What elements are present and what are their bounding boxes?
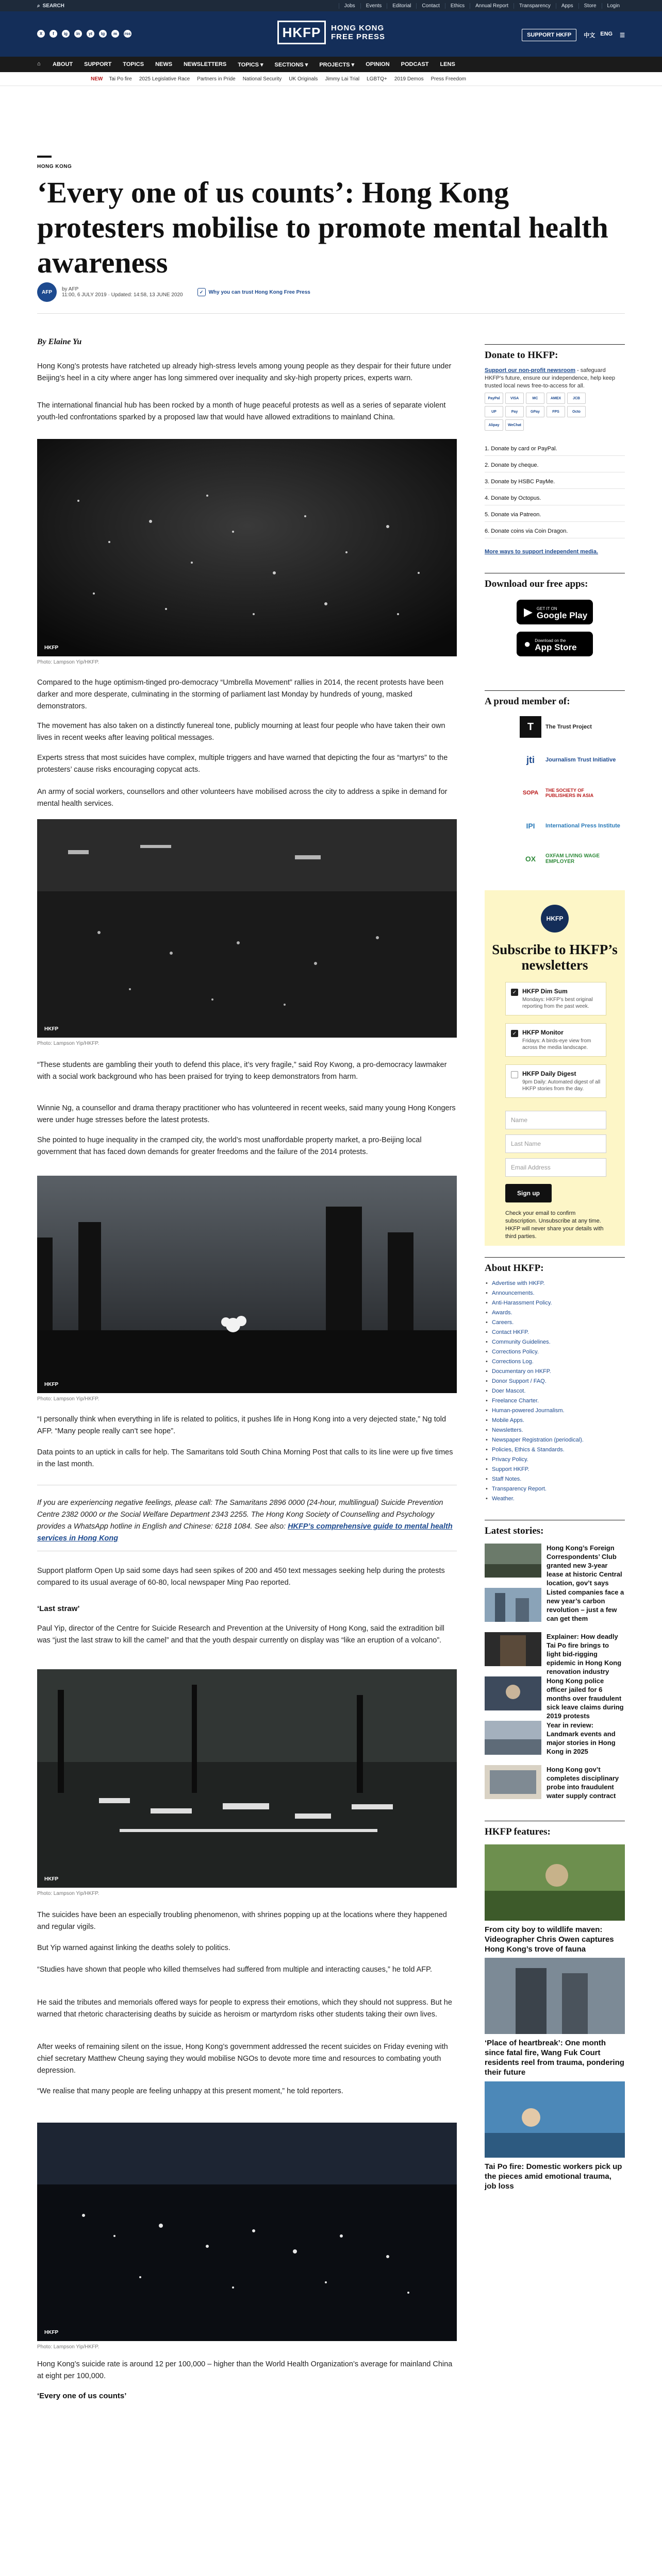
article-paragraph [37, 2041, 457, 2077]
article-subhead: ‘Last straw’ [37, 1604, 80, 1613]
oxfam-logo: OX [525, 855, 536, 863]
donate-intro-text: - safeguard HKFP’s future, ensure our independence, help keep trusted local news free-to-access for all. [485, 367, 615, 389]
about-links [485, 1279, 625, 1504]
payment-card[interactable]: JCB [567, 393, 586, 404]
paragraph-text: Paul Yip, director of the Centre for Suicide Research and Prevention at the University of Hong Kong, said the extradition bill was “just the last straw to kill the camel” and that the youth despair currently on display was “like an eruption of a volcano”. [37, 1624, 444, 1645]
more-ways-link[interactable]: More ways to support independent media. [485, 549, 599, 555]
app-store-big: App Store [535, 642, 577, 652]
about-link[interactable]: • Newspaper Registration (periodical). [485, 1435, 625, 1445]
new-label: NEW [91, 76, 103, 82]
about-link[interactable]: • Staff Notes. [485, 1475, 625, 1484]
header-divider [37, 313, 625, 314]
utility-link[interactable]: Login [602, 3, 625, 9]
feature-image [485, 1844, 625, 1921]
about-link[interactable]: • Mobile Apps. [485, 1416, 625, 1426]
member-trust-project[interactable] [520, 716, 592, 738]
donate-option[interactable]: 1. Donate by card or PayPal. [485, 442, 625, 456]
payment-card[interactable]: Pay [505, 406, 524, 417]
features-section [485, 1821, 625, 1838]
search-icon: ⌕ [37, 3, 40, 9]
latest-heading: Latest stories: [485, 1520, 625, 1537]
donate-option[interactable]: 5. Donate via Patreon. [485, 508, 625, 522]
about-link[interactable]: • Corrections Log. [485, 1357, 625, 1367]
payment-card[interactable]: Octo [567, 406, 586, 417]
about-link[interactable]: • Weather. [485, 1494, 625, 1504]
byline-meta [62, 286, 183, 298]
members-section [485, 690, 625, 707]
utility-link[interactable]: Annual Report [470, 3, 514, 9]
member-sopa[interactable] [520, 782, 613, 804]
member-name: OXFAM LIVING WAGE EMPLOYER [545, 853, 600, 865]
article-paragraph [37, 1964, 457, 1976]
newsletter-option-monitor[interactable] [505, 1023, 606, 1057]
article-paragraph [37, 1942, 457, 1954]
google-play-text [537, 605, 587, 619]
latest-story[interactable] [485, 1588, 625, 1623]
donate-heading: Donate to HKFP: [485, 344, 625, 361]
more-ways-wrap [485, 548, 625, 556]
article-paragraph [37, 1909, 457, 1933]
article-paragraph [37, 2086, 457, 2097]
newsletter-option-digest[interactable] [505, 1064, 606, 1098]
payment-card[interactable]: Alipay [485, 419, 503, 431]
utility-link[interactable]: Apps [556, 3, 578, 9]
story-title: Hong Kong’s Foreign Correspondents’ Club granted new 3-year lease at historic Central location, gov’t says [547, 1544, 622, 1587]
paragraph-text: She pointed to huge inequality in the cramped city, the world’s most unaffordable property market, a pro-Beijing local government that has faced down demands for greater freedoms and the failure of the 2014 protests. [37, 1136, 422, 1156]
trust-label: Why you can trust Hong Kong Free Press [208, 289, 310, 295]
payment-card[interactable]: PayPal [485, 393, 503, 404]
story-title: Listed companies face a new year’s carbon revolution – just a few can get them [547, 1588, 624, 1622]
youtube-icon[interactable]: yt [87, 30, 94, 38]
name-input[interactable]: Name [505, 1111, 606, 1129]
checkbox-unchecked-icon[interactable] [511, 1071, 518, 1078]
latest-story[interactable] [485, 1765, 625, 1800]
features-heading: HKFP features: [485, 1821, 625, 1838]
about-link[interactable]: • Advertise with HKFP. [485, 1279, 625, 1289]
story-thumbnail [485, 1765, 541, 1799]
newsletter-note: Check your email to confirm subscription. Unsubscribe at any time. HKFP will never share your details with third parties. [505, 1210, 604, 1240]
nav-item[interactable]: NEWSLETTERS [184, 61, 227, 67]
apple-icon: ● [524, 637, 531, 650]
trending-bar [0, 72, 662, 86]
about-link[interactable]: • Community Guidelines. [485, 1337, 625, 1347]
feature-story[interactable] [485, 1844, 625, 1954]
trending-link[interactable]: LGBTQ+ [367, 76, 387, 82]
top-utility-bar [0, 0, 662, 11]
helpline-text [37, 1497, 457, 1545]
about-link[interactable]: • Corrections Policy. [485, 1347, 625, 1357]
google-play-small: GET IT ON [536, 606, 557, 611]
donate-title [485, 344, 625, 361]
photo-watermark: HKFP [44, 1876, 59, 1882]
support-hkfp-button[interactable]: SUPPORT HKFP [522, 29, 576, 41]
photo-watermark: HKFP [44, 645, 59, 651]
about-link[interactable]: • Awards. [485, 1308, 625, 1318]
utility-link[interactable]: Jobs [339, 3, 360, 9]
paragraph-text: He said the tributes and memorials offered ways for people to express their emotions, which they should not suppress. But he warned that rhetoric characterising deaths by suicide as heroism or martyrdom risks other students taking their own lives. [37, 1998, 452, 2019]
article-photo[interactable] [37, 1669, 457, 1888]
article-paragraph [37, 677, 457, 713]
option-name: HKFP Dim Sum [522, 988, 568, 995]
byline-dates: 11:00, 6 JULY 2019 · Updated: 14:58, 13 JUNE 2020 [62, 292, 183, 298]
article-paragraph [37, 1997, 457, 2021]
linkedin-icon[interactable]: in [74, 30, 82, 38]
story-title: Hong Kong gov’t completes disciplinary probe into fraudulent water supply contract [547, 1766, 619, 1800]
article-author: By Elaine Yu [37, 337, 82, 346]
checkbox-checked-icon[interactable]: ✓ [511, 989, 518, 996]
helpline-box [37, 1497, 457, 1545]
newsletter-badge: HKFP [541, 905, 569, 933]
paragraph-text: Data points to an uptick in calls for help. The Samaritans told South China Morning Post that calls to its line were up five times in the last month. [37, 1448, 453, 1468]
article-paragraph [37, 1059, 457, 1083]
utility-link[interactable]: Transparency [514, 3, 556, 9]
feature-title: From city boy to wildlife maven: Videographer Chris Owen captures Hong Kong’s trove of fauna [485, 1925, 614, 1954]
story-thumbnail [485, 1632, 541, 1666]
trending-link[interactable]: UK Originals [289, 76, 318, 82]
about-link[interactable]: • Freelance Charter. [485, 1396, 625, 1406]
home-icon[interactable]: ⌂ [37, 61, 41, 67]
byline [37, 282, 310, 302]
paragraph-text: “These students are gambling their youth to defend this place, it’s very fragile,” said Roy Kwong, a pro-democracy lawmaker with a social work background who has been praised for trying to keep demonstrators from harm. [37, 1061, 447, 1081]
paragraph-text: After weeks of remaining silent on the issue, Hong Kong’s government addressed the recent suicides on Friday evening with chief secretary Matthew Cheung saying they would mobilise NGOs to devote more time and resources to combating youth depression. [37, 2043, 448, 2075]
google-play-button[interactable] [517, 600, 593, 624]
option-name: HKFP Daily Digest [522, 1070, 576, 1077]
photo-caption: Photo: Lampson Yip/HKFP. [37, 659, 100, 665]
payment-card[interactable]: AMEX [547, 393, 565, 404]
article-paragraph [37, 361, 457, 384]
paragraph-text: “We realise that many people are feeling unhappy at this present moment,” he told reporters. [37, 2087, 343, 2095]
article-paragraph [37, 1103, 457, 1126]
apps-heading: Download our free apps: [485, 573, 625, 590]
utility-link[interactable]: Ethics [445, 3, 470, 9]
about-section [485, 1257, 625, 1274]
paragraph-text: “Studies have shown that people who killed themselves had suffered from multiple and interacting causes,” he told AFP. [37, 1965, 432, 1974]
article-paragraph [37, 2359, 457, 2382]
logo-mark: HKFP [277, 21, 326, 44]
member-ipi[interactable] [520, 815, 620, 837]
trust-link[interactable] [197, 288, 310, 296]
paragraph-text: Compared to the huge optimism-tinged pro-democracy “Umbrella Movement” rallies in 2014, the recent protests have been darker and more desperate, culminating in the storming of parliament last Monday by hundreds of young, masked demonstrators. [37, 679, 444, 710]
about-link[interactable]: • Newsletters. [485, 1426, 625, 1435]
menu-icon[interactable]: ☰ [620, 32, 625, 39]
article-paragraph [37, 1447, 457, 1470]
header-actions [522, 29, 625, 41]
article-photo[interactable] [37, 1176, 457, 1393]
latest-story[interactable] [485, 1544, 625, 1587]
nav-item[interactable]: ABOUT [53, 61, 73, 67]
byline-author[interactable]: by AFP [62, 286, 79, 292]
about-link[interactable]: • Documentary on HKFP. [485, 1367, 625, 1377]
latest-section [485, 1520, 625, 1537]
nav-item[interactable]: SECTIONS ▾ [274, 61, 308, 68]
article-headline: ‘Every one of us counts’: Hong Kong protesters mobilise to promote mental health awareness [37, 176, 608, 279]
facebook-icon[interactable]: f [49, 30, 57, 38]
sopa-logo: SOPA [522, 790, 539, 796]
story-title: Hong Kong police officer jailed for 6 months over fraudulent sick leave claims during 2019 protests [547, 1677, 624, 1720]
about-link[interactable]: • Privacy Policy. [485, 1455, 625, 1465]
logo-line-2: FREE PRESS [331, 32, 386, 41]
section-label[interactable]: HONG KONG [37, 164, 72, 170]
nav-item[interactable]: OPINION [366, 61, 390, 67]
story-thumbnail [485, 1721, 541, 1755]
utility-link[interactable]: Editorial [387, 3, 416, 9]
social-links [37, 30, 131, 38]
checkbox-checked-icon[interactable]: ✓ [511, 1030, 518, 1037]
lang-en[interactable]: ENG [600, 31, 613, 37]
site-header [0, 11, 662, 57]
member-name: The Trust Project [545, 724, 592, 730]
photo-watermark: HKFP [44, 2330, 59, 2335]
newsletter-option-dimsum[interactable] [505, 982, 606, 1015]
nav-item[interactable]: TOPICS [123, 61, 144, 67]
site-logo[interactable] [277, 21, 385, 44]
search-label: SEARCH [42, 3, 64, 9]
article-photo[interactable] [37, 439, 457, 656]
about-link[interactable]: • Careers. [485, 1318, 625, 1328]
latest-story[interactable] [485, 1632, 625, 1676]
article-paragraph [37, 752, 457, 776]
about-link[interactable]: • Anti-Harassment Policy. [485, 1298, 625, 1308]
payment-card[interactable]: MC [526, 393, 544, 404]
paragraph-text: An army of social workers, counsellors and other volunteers have mobilised across the city to address a spike in demand for mental health services. [37, 788, 448, 808]
photo-caption: Photo: Lampson Yip/HKFP. [37, 2344, 100, 2350]
mental-health-guide-link[interactable]: HKFP’s comprehensive guide to mental health services in Hong Kong [37, 1522, 453, 1543]
last-name-input[interactable]: Last Name [505, 1134, 606, 1153]
member-oxfam[interactable] [520, 848, 602, 870]
paragraph-text: But Yip warned against linking the deaths solely to politics. [37, 1944, 230, 1952]
instagram-icon[interactable]: ig [62, 30, 70, 38]
payment-methods [485, 393, 593, 431]
jti-logo: jti [526, 754, 535, 765]
article-subhead: ‘Every one of us counts’ [37, 2392, 127, 2400]
nav-item[interactable]: NEWS [155, 61, 173, 67]
paragraph-text: The suicides have been an especially troubling phenomenon, with shrines popping up at the locations where they happened and regular vigils. [37, 1911, 447, 1931]
payment-card[interactable]: GPay [526, 406, 544, 417]
option-name: HKFP Monitor [522, 1029, 564, 1036]
paragraph-text: Hong Kong’s suicide rate is around 12 per 100,000 – higher than the World Health Organization’s average for mainland China at eight per 100,000. [37, 2360, 453, 2380]
trending-link[interactable]: 2025 Legislative Race [139, 76, 190, 82]
paragraph-text: Experts stress that most suicides have complex, multiple triggers and have warned that depicting the four as “martyrs” to the protesters’ cause risks encouraging copycat acts. [37, 754, 448, 774]
member-jti[interactable] [520, 749, 616, 771]
about-link[interactable]: • Doer Mascot. [485, 1386, 625, 1396]
feature-image [485, 2081, 625, 2158]
nav-item[interactable]: SUPPORT [84, 61, 112, 67]
sign-up-button[interactable]: Sign up [505, 1184, 552, 1202]
trust-project-logo: T [520, 716, 541, 738]
story-thumbnail [485, 1676, 541, 1710]
photo-watermark: HKFP [44, 1026, 59, 1032]
mail-icon[interactable]: m [111, 30, 119, 38]
utility-link[interactable]: Store [578, 3, 602, 9]
member-name: Journalism Trust Initiative [545, 757, 616, 763]
about-link[interactable]: • Contact HKFP. [485, 1328, 625, 1337]
author-avatar[interactable]: AFP [37, 282, 57, 302]
photo-caption: Photo: Lampson Yip/HKFP. [37, 1891, 100, 1896]
about-heading: About HKFP: [485, 1257, 625, 1274]
member-name: THE SOCIETY OF PUBLISHERS IN ASIA [545, 788, 594, 798]
app-store-text [535, 637, 576, 651]
newsletter-title: Subscribe to HKFP’s newsletters [492, 942, 618, 973]
story-thumbnail [485, 1544, 541, 1578]
article-paragraph [37, 1565, 457, 1589]
donate-option[interactable]: 3. Donate by HSBC PayMe. [485, 475, 625, 489]
option-desc: Fridays: A birds-eye view from across the media landscape. [522, 1038, 591, 1050]
feature-title: Tai Po fire: Domestic workers pick up the pieces amid emotional trauma, job loss [485, 2162, 622, 2191]
option-desc: Mondays: HKFP’s best original reporting from the past week. [522, 997, 593, 1009]
option-desc: 9pm Daily: Automated digest of all HKFP stories from the day. [522, 1079, 601, 1092]
google-play-big: Google Play [536, 610, 588, 620]
app-store-button[interactable] [517, 632, 593, 656]
trending-link[interactable]: Partners in Pride [197, 76, 236, 82]
about-link[interactable]: • Support HKFP. [485, 1465, 625, 1475]
main-nav [0, 57, 662, 72]
shield-check-icon: ✓ [197, 288, 206, 296]
paragraph-text: Winnie Ng, a counsellor and drama therapy practitioner who has volunteered in recent weeks, said many young Hong Kongers were under huge stresses before the latest protests. [37, 1104, 456, 1124]
story-title: Explainer: How deadly Tai Po fire brings to light bid-rigging epidemic in Hong Kong renovation industry [547, 1633, 622, 1675]
donate-option[interactable]: 2. Donate by cheque. [485, 459, 625, 472]
apps-section [485, 573, 625, 590]
trending-link[interactable]: National Security [242, 76, 282, 82]
article-paragraph [37, 720, 457, 744]
photo-caption: Photo: Lampson Yip/HKFP. [37, 1041, 100, 1046]
utility-links [339, 3, 625, 9]
helpline-copy: If you are experiencing negative feelings, please call: The Samaritans 2896 0000 (24-hour, multilingual) Suicide Prevention Centre 2382 0000 or the Social Welfare Department 2343 2255. The Hong Kong Society of Counselling and Psychology provides a WhatsApp hotline in English and Chinese: 6218 1084. See also: [37, 1499, 443, 1531]
trending-link[interactable]: Press Freedom [431, 76, 466, 82]
about-link[interactable]: • Donor Support / FAQ. [485, 1377, 625, 1386]
utility-link[interactable]: Contact [416, 3, 444, 9]
paragraph-text: “I personally think when everything in life is related to politics, it pushes life in Hong Kong into a very dejected state,” Ng told AFP. “Many people really can’t see hope”. [37, 1415, 446, 1435]
donate-option[interactable]: 4. Donate by Octopus. [485, 492, 625, 505]
donate-intro [485, 367, 625, 390]
app-store-small: Download on the [535, 638, 566, 643]
nav-item[interactable]: PROJECTS ▾ [319, 61, 355, 68]
nav-item[interactable]: LENS [440, 61, 455, 67]
utility-link[interactable]: Events [360, 3, 387, 9]
article-paragraph [37, 786, 457, 810]
article-paragraph [37, 1414, 457, 1437]
article-paragraph [37, 1623, 457, 1647]
ipi-logo: IPI [526, 822, 535, 830]
payment-card[interactable]: WeChat [505, 419, 524, 431]
feature-story[interactable] [485, 1958, 625, 2077]
x-icon[interactable]: X [37, 30, 45, 38]
rss-icon[interactable]: rss [124, 30, 131, 38]
payment-card[interactable]: FPS [547, 406, 565, 417]
email-input[interactable]: Email Address [505, 1158, 606, 1177]
article-photo[interactable] [37, 2123, 457, 2341]
newsletter-signup [485, 890, 625, 1246]
photo-watermark: HKFP [44, 1382, 59, 1387]
logo-line-1: HONG KONG [331, 24, 385, 32]
trending-link[interactable]: Jimmy Lai Trial [325, 76, 360, 82]
payment-card[interactable]: VISA [505, 393, 524, 404]
telegram-icon[interactable]: tg [99, 30, 107, 38]
article-paragraph [37, 1134, 457, 1158]
paragraph-text: The international financial hub has been rocked by a month of huge peaceful protests as well as a series of separate violent youth-led confrontations sparked by a proposed law that would have allowed extraditions to mainland China. [37, 401, 446, 421]
trending-link[interactable]: Tai Po fire [109, 76, 132, 82]
paragraph-text: Support platform Open Up said some days had seen spikes of 200 and 450 text messages seeking help during the protests compared to its usual average of 60-80, local newspaper Ming Pao reported. [37, 1567, 445, 1587]
story-thumbnail [485, 1588, 541, 1622]
support-newsroom-link[interactable]: Support our non-profit newsroom [485, 367, 575, 374]
latest-story[interactable] [485, 1721, 625, 1756]
feature-story[interactable] [485, 2081, 625, 2191]
language-switcher [584, 31, 613, 39]
lang-zh[interactable]: 中文 [584, 32, 595, 39]
about-link[interactable]: • Transparency Report. [485, 1484, 625, 1494]
members-heading: A proud member of: [485, 690, 625, 707]
paragraph-text: The movement has also taken on a distinctly funereal tone, publicly mourning at least four people who have taken their own lives in recent weeks after leaving political messages. [37, 722, 445, 742]
feature-title: ‘Place of heartbreak’: One month since fatal fire, Wang Fuk Court residents reel from trauma, pondering their future [485, 2039, 624, 2077]
payment-card[interactable]: UP [485, 406, 503, 417]
article-paragraph [37, 400, 457, 423]
search-button[interactable] [37, 3, 64, 9]
story-title: Year in review: Landmark events and major stories in Hong Kong in 2025 [547, 1721, 616, 1755]
paragraph-text: Hong Kong’s protests have ratcheted up already high-stress levels among young people as they despair for their future under Beijing’s heel in a city where anger has long simmered over inequality and sky-high property prices, experts warn. [37, 362, 452, 382]
logo-wordmark [331, 24, 385, 41]
section-rule [37, 156, 52, 158]
play-store-icon: ▶ [524, 605, 533, 618]
trending-link[interactable]: 2019 Demos [394, 76, 424, 82]
latest-story[interactable] [485, 1676, 625, 1720]
photo-caption: Photo: Lampson Yip/HKFP. [37, 1396, 100, 1402]
nav-item[interactable]: PODCAST [401, 61, 429, 67]
nav-item[interactable]: TOPICS ▾ [238, 61, 263, 68]
donate-option[interactable]: 6. Donate coins via Coin Dragon. [485, 524, 625, 538]
member-name: International Press Institute [545, 823, 620, 829]
about-link[interactable]: • Policies, Ethics & Standards. [485, 1445, 625, 1455]
feature-image [485, 1958, 625, 2034]
article-photo[interactable] [37, 819, 457, 1038]
about-link[interactable]: • Announcements. [485, 1289, 625, 1298]
about-link[interactable]: • Human-powered Journalism. [485, 1406, 625, 1416]
